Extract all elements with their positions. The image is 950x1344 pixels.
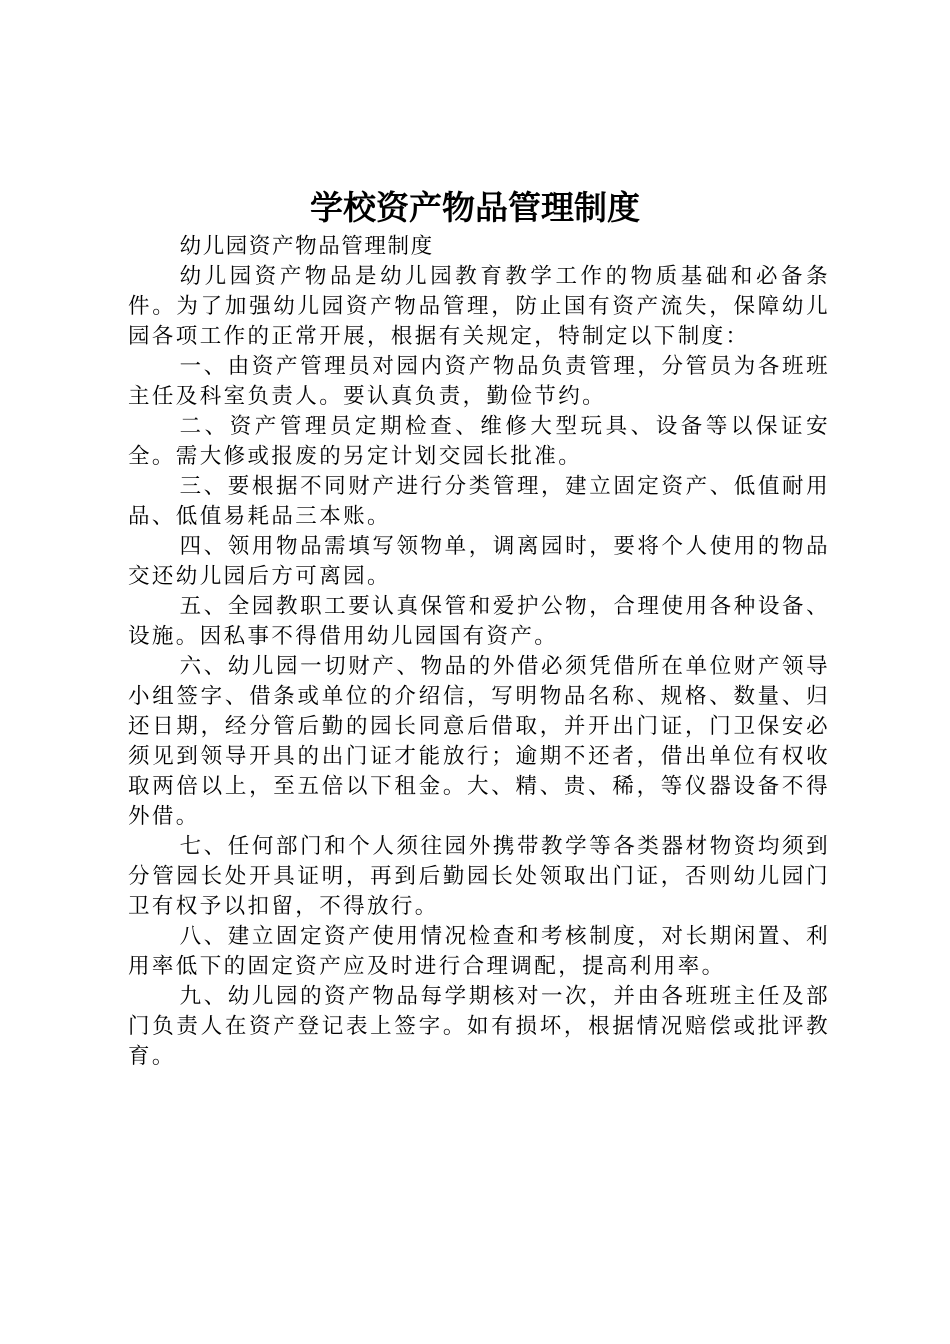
paragraph-rule-2: 二、资产管理员定期检查、维修大型玩具、设备等以保证安全。需大修或报废的另定计划交园长批准。 <box>128 414 830 469</box>
paragraph-rule-1: 一、由资产管理员对园内资产物品负责管理，分管员为各班班主任及科室负责人。要认真负责，勤俭节约。 <box>128 354 830 409</box>
document-body <box>128 232 830 1072</box>
paragraph-intro: 幼儿园资产物品是幼儿园教育教学工作的物质基础和必备条件。为了加强幼儿园资产物品管理，防止国有资产流失，保障幼儿园各项工作的正常开展，根据有关规定，特制定以下制度： <box>128 264 830 349</box>
paragraph-rule-8: 八、建立固定资产使用情况检查和考核制度，对长期闲置、利用率低下的固定资产应及时进行合理调配，提高利用率。 <box>128 924 830 979</box>
paragraph-rule-3: 三、要根据不同财产进行分类管理，建立固定资产、低值耐用品、低值易耗品三本账。 <box>128 474 830 529</box>
paragraph-rule-9: 九、幼儿园的资产物品每学期核对一次，并由各班班主任及部门负责人在资产登记表上签字。如有损坏，根据情况赔偿或批评教育。 <box>128 984 830 1069</box>
paragraph-rule-7: 七、任何部门和个人须往园外携带教学等各类器材物资均须到分管园长处开具证明，再到后勤园长处领取出门证，否则幼儿园门卫有权予以扣留，不得放行。 <box>128 834 830 919</box>
paragraph-rule-5: 五、全园教职工要认真保管和爱护公物，合理使用各种设备、设施。因私事不得借用幼儿园国有资产。 <box>128 594 830 649</box>
page-title: 学校资产物品管理制度 <box>310 188 640 227</box>
document-subtitle: 幼儿园资产物品管理制度 <box>179 234 434 259</box>
paragraph-rule-4: 四、领用物品需填写领物单，调离园时，要将个人使用的物品交还幼儿园后方可离园。 <box>128 534 830 589</box>
paragraph-rule-6: 六、幼儿园一切财产、物品的外借必须凭借所在单位财产领导小组签字、借条或单位的介绍信，写明物品名称、规格、数量、归还日期，经分管后勤的园长同意后借取，并开出门证，门卫保安必须见到领导开具的出门证才能放行；逾期不还者，借出单位有权收取两倍以上，至五倍以下租金。大、精、贵、稀，等仪器设备不得外借。 <box>128 654 830 829</box>
